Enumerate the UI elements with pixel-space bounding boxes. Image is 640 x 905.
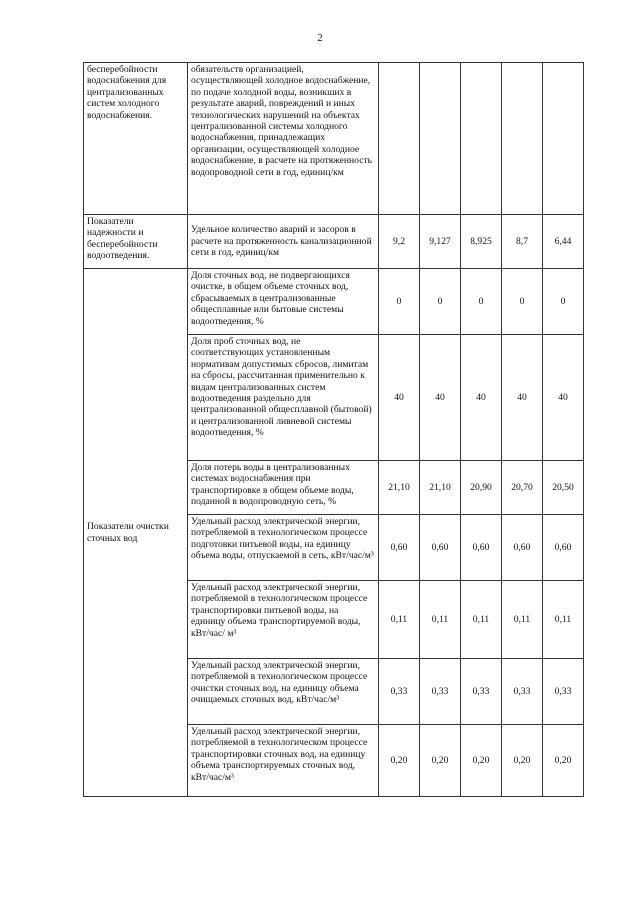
indicator-cell: Удельный расход электрической энергии, потребляемой в технологическом процессе транспортировки сточных вод, на единицу объема транспортируемых сточных вод, кВт/час/м³ bbox=[188, 725, 379, 797]
value-cell: 21,10 bbox=[420, 461, 461, 515]
value-cell: 9,127 bbox=[420, 215, 461, 269]
value-cell: 0,60 bbox=[420, 515, 461, 581]
value-cell: 9,2 bbox=[379, 215, 420, 269]
value-cell: 0,11 bbox=[543, 581, 584, 659]
value-cell: 0,33 bbox=[502, 659, 543, 725]
indicator-cell: Удельный расход электрической энергии, потребляемой в технологическом процессе очистки сточных вод, на единицу объема очищаемых сточных вод, кВт/час/м³ bbox=[188, 659, 379, 725]
value-cell: 0,11 bbox=[379, 581, 420, 659]
value-cell: 20,90 bbox=[461, 461, 502, 515]
indicator-cell: Доля сточных вод, не подвергающихся очистке, в общем объеме сточных вод, сбрасываемых в централизованные общесплавные или бытовые системы водоотведения, % bbox=[188, 269, 379, 335]
category-cell: Показатели надежности и бесперебойности водоотведения. bbox=[84, 215, 188, 269]
indicator-cell: Доля проб сточных вод, не соответствующих установленным нормативам допустимых сбросов, лимитам на сбросы, рассчитанная применительно к видам централизованных систем водоотведения раздельно для централизованной общесплавной (бытовой) и централизованной ливневой системы водоотведения, % bbox=[188, 335, 379, 461]
page-number: 2 bbox=[317, 32, 323, 44]
value-cell: 0,60 bbox=[461, 515, 502, 581]
value-cell: 0 bbox=[461, 269, 502, 335]
value-cell: 0,33 bbox=[379, 659, 420, 725]
table-row bbox=[84, 63, 584, 215]
indicator-cell: обязательств организацией, осуществляющей холодное водоснабжение, по подаче холодной воды, возникших в результате аварий, повреждений и иных технологических нарушений на объектах централизованной системы холодного водоснабжения, принадлежащих организации, осуществляющей холодное водоснабжение, в расчете на протяженность водопроводной сети в год, единиц/км bbox=[188, 63, 379, 215]
value-cell: 21,10 bbox=[379, 461, 420, 515]
value-cell: 40 bbox=[420, 335, 461, 461]
value-cell bbox=[502, 63, 543, 215]
value-cell: 0,11 bbox=[502, 581, 543, 659]
indicator-cell: Удельный расход электрической энергии, потребляемой в технологическом процессе подготовки питьевой воды, на единицу объема воды, отпускаемой в сеть, кВт/час/м³ bbox=[188, 515, 379, 581]
indicator-cell: Удельное количество аварий и засоров в расчете на протяженность канализационной сети в год, единиц/км bbox=[188, 215, 379, 269]
value-cell: 0,11 bbox=[461, 581, 502, 659]
value-cell: 0 bbox=[420, 269, 461, 335]
value-cell bbox=[543, 63, 584, 215]
value-cell: 0,20 bbox=[379, 725, 420, 797]
indicators-table bbox=[83, 62, 584, 797]
value-cell: 0,20 bbox=[543, 725, 584, 797]
category-cell: бесперебойности водоснабжения для централизованных систем холодного водоснабжения. bbox=[84, 63, 188, 215]
value-cell: 6,44 bbox=[543, 215, 584, 269]
value-cell: 40 bbox=[461, 335, 502, 461]
value-cell: 0,11 bbox=[420, 581, 461, 659]
table-row bbox=[84, 269, 584, 335]
value-cell bbox=[461, 63, 502, 215]
value-cell: 0,20 bbox=[420, 725, 461, 797]
value-cell: 0 bbox=[502, 269, 543, 335]
value-cell: 0,20 bbox=[502, 725, 543, 797]
value-cell: 40 bbox=[379, 335, 420, 461]
value-cell: 8,7 bbox=[502, 215, 543, 269]
value-cell: 0,33 bbox=[461, 659, 502, 725]
value-cell: 0,33 bbox=[543, 659, 584, 725]
indicator-cell: Удельный расход электрической энергии, потребляемой в технологическом процессе транспортировки питьевой воды, на единицу объема транспортируемой воды, кВт/час/ м³ bbox=[188, 581, 379, 659]
group-category-cell: Показатели очистки сточных вод bbox=[84, 269, 188, 797]
value-cell: 40 bbox=[543, 335, 584, 461]
value-cell: 0 bbox=[379, 269, 420, 335]
value-cell: 0,60 bbox=[502, 515, 543, 581]
value-cell: 20,70 bbox=[502, 461, 543, 515]
value-cell: 0,60 bbox=[379, 515, 420, 581]
value-cell bbox=[379, 63, 420, 215]
table-row bbox=[84, 215, 584, 269]
value-cell bbox=[420, 63, 461, 215]
value-cell: 0,33 bbox=[420, 659, 461, 725]
value-cell: 8,925 bbox=[461, 215, 502, 269]
value-cell: 0,60 bbox=[543, 515, 584, 581]
value-cell: 20,50 bbox=[543, 461, 584, 515]
indicator-cell: Доля потерь воды в централизованных системах водоснабжения при транспортировке в общем объеме воды, поданной в водопроводную сеть, % bbox=[188, 461, 379, 515]
value-cell: 40 bbox=[502, 335, 543, 461]
value-cell: 0 bbox=[543, 269, 584, 335]
value-cell: 0,20 bbox=[461, 725, 502, 797]
